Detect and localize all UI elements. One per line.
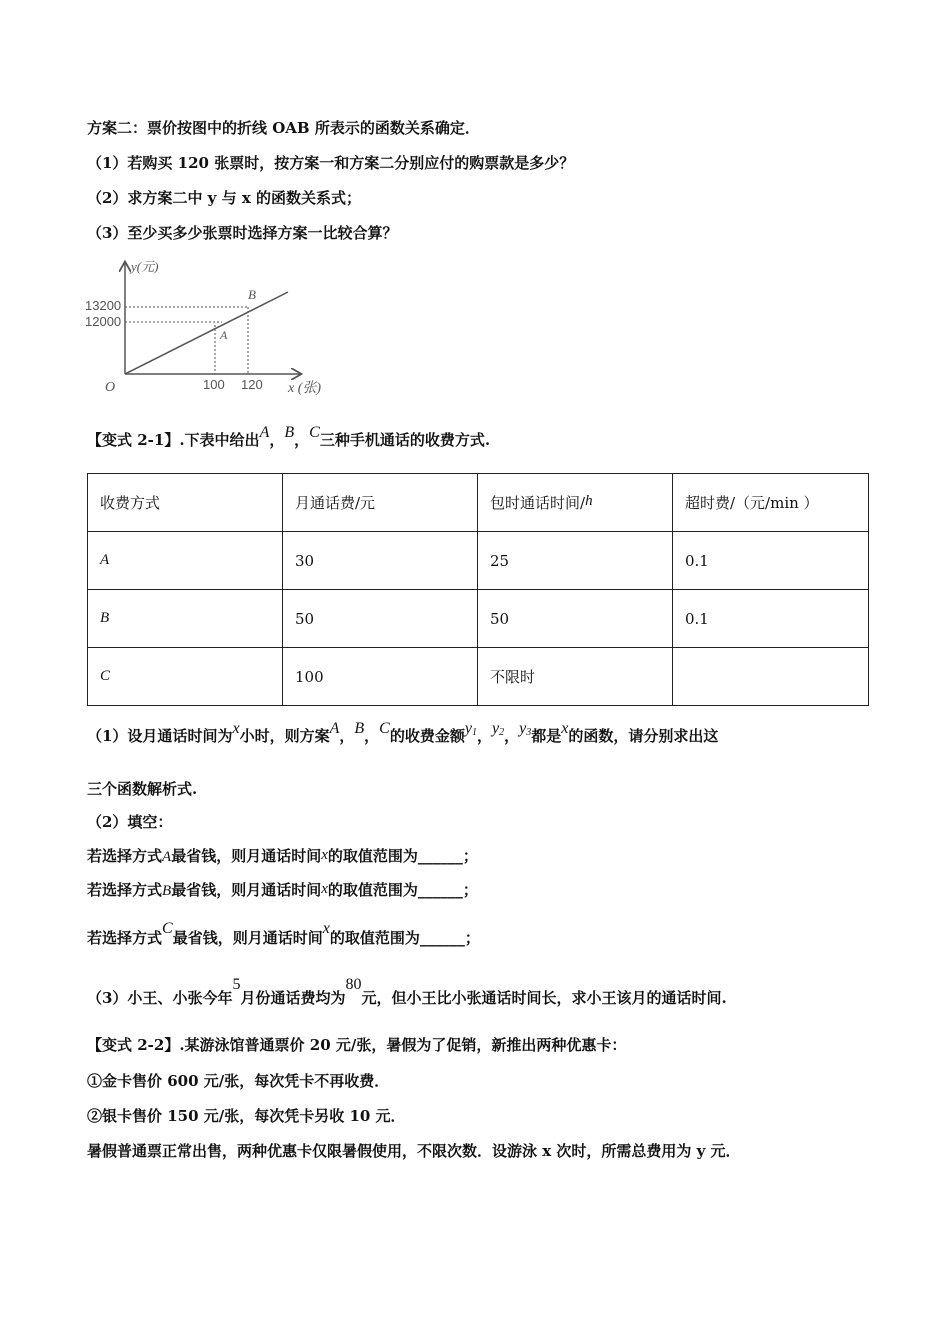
origin-label: O — [105, 380, 116, 395]
table-cell: 50 — [283, 590, 478, 648]
table-row — [88, 590, 869, 648]
header-cell: 收费方式 — [88, 474, 283, 532]
y1-symbol: $y_1$ — [464, 720, 477, 738]
x-axis-label: x (张) — [288, 381, 322, 396]
table-cell: 25 — [478, 532, 673, 590]
y-axis-label: y(元) — [131, 259, 159, 274]
table-row — [88, 532, 869, 590]
table-cell: 50 — [478, 590, 673, 648]
plan2-text: 方案二：票价按图中的折线 OAB 所表示的函数关系确定． — [87, 119, 480, 137]
question-2: （2）求方案二中 y 与 x 的函数关系式； — [87, 189, 361, 207]
table-cell — [673, 648, 869, 706]
x-tick-120: 120 — [241, 377, 263, 392]
table-header-row — [88, 474, 869, 532]
fill-blank-c: 若选择方式C最省钱，则月通话时间x的取值范围为______； — [87, 920, 480, 947]
part-1-question: （1）设月通话时间为x小时，则方案A，B，C的收费金额$y_1$，$y_2$，$y_3$都是x的函数，请分别求出这 — [87, 720, 719, 745]
y-tick-13200: 13200 — [85, 298, 122, 313]
fee-table — [87, 473, 869, 706]
part-1-continuation: 三个函数解析式. — [87, 780, 198, 798]
y3-symbol: $y_3$ — [519, 720, 532, 738]
part-3-question: （3）小王、小张今年5月份通话费均为80元，但小王比小张通话时间长，求小王该月的通话时间. — [87, 976, 727, 1007]
header-cell: 包时通话时间/h — [478, 474, 673, 532]
variant-2-2-tag: 【变式 2-2】 — [87, 1036, 180, 1054]
header-cell: 超时费/（元/min ） — [673, 474, 869, 532]
header-cell: 月通话费/元 — [283, 474, 478, 532]
table-cell: 0.1 — [673, 532, 869, 590]
part-2-title: （2）填空： — [87, 813, 173, 831]
table-cell: 30 — [283, 532, 478, 590]
line-oab — [125, 292, 288, 374]
table-cell: 100 — [283, 648, 478, 706]
table-cell: 0.1 — [673, 590, 869, 648]
variant-2-2-intro: 【变式 2-2】.某游泳馆普通票价 20 元/张，暑假为了促销，新推出两种优惠卡： — [87, 1036, 627, 1054]
table-row — [88, 648, 869, 706]
variant-2-1-intro: 【变式 2-1】.下表中给出A，B，C三种手机通话的收费方式. — [87, 424, 491, 449]
fill-blank-a: 若选择方式A最省钱，则月通话时间x的取值范围为______； — [87, 847, 478, 865]
point-b-label: B — [248, 287, 256, 302]
summary-text: 暑假普通票正常出售，两种优惠卡仅限暑假使用，不限次数．设游泳 x 次时，所需总费用为 y 元． — [87, 1142, 741, 1160]
point-a-label: A — [220, 328, 228, 342]
table-cell: 不限时 — [478, 648, 673, 706]
gold-card-text: ①金卡售价 600 元/张，每次凭卡不再收费． — [87, 1072, 390, 1090]
oab-graph — [85, 255, 355, 405]
silver-card-text: ②银卡售价 150 元/张，每次凭卡另收 10 元． — [87, 1107, 406, 1125]
x-tick-100: 100 — [203, 377, 225, 392]
y2-symbol: $y_2$ — [491, 720, 505, 738]
question-1: （1）若购买 120 张票时，按方案一和方案二分别应付的购票款是多少？ — [87, 154, 575, 172]
table-cell: C — [88, 648, 283, 706]
variant-2-1-tag: 【变式 2-1】 — [87, 431, 180, 449]
fill-blank-b: 若选择方式B最省钱，则月通话时间x的取值范围为______； — [87, 881, 478, 899]
question-3: （3）至少买多少张票时选择方案一比较合算？ — [87, 224, 398, 242]
table-cell: B — [88, 590, 283, 648]
y-tick-12000: 12000 — [85, 314, 122, 329]
table-cell: A — [88, 532, 283, 590]
